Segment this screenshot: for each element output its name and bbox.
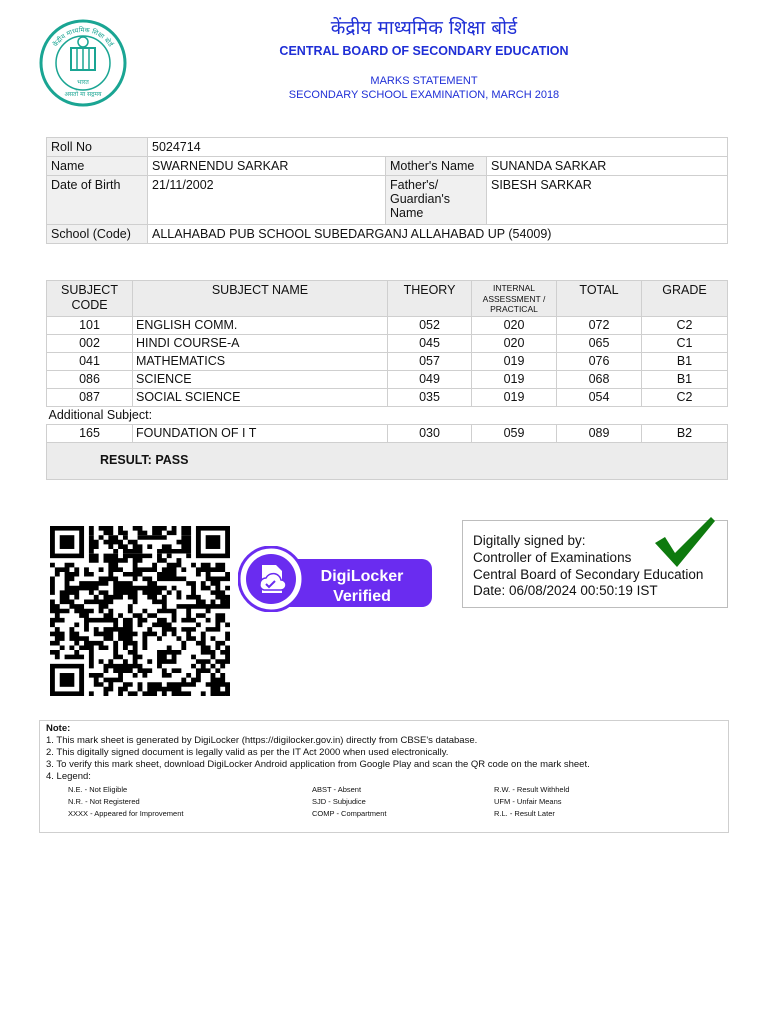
dob-label: Date of Birth <box>47 176 148 225</box>
table-row <box>47 334 728 352</box>
table-row <box>47 424 728 442</box>
logo-hindi-bottom: असतो मा सद्गमय <box>64 91 102 98</box>
subject-name: SOCIAL SCIENCE <box>133 388 388 406</box>
header-internal: INTERNAL ASSESSMENT / PRACTICAL <box>472 281 557 317</box>
header-subject-code: SUBJECT CODE <box>47 281 133 317</box>
note-line: 3. To verify this mark sheet, download DigiLocker Android application from Google Play and scan the QR code on the mark sheet. <box>46 759 590 770</box>
roll-label: Roll No <box>47 138 148 157</box>
legend-item: UFM - Unfair Means <box>494 797 562 806</box>
header-grade: GRADE <box>642 281 728 317</box>
school-value: ALLAHABAD PUB SCHOOL SUBEDARGANJ ALLAHABAD UP (54009) <box>148 225 728 244</box>
theory-marks: 035 <box>388 388 472 406</box>
note-line: 4. Legend: <box>46 771 91 782</box>
grade: B1 <box>642 352 728 370</box>
theory-marks: 045 <box>388 334 472 352</box>
header-theory: THEORY <box>388 281 472 317</box>
total-marks: 054 <box>557 388 642 406</box>
legend-item: XXXX - Appeared for Improvement <box>68 809 184 818</box>
internal-marks: 020 <box>472 316 557 334</box>
name-value: SWARNENDU SARKAR <box>148 157 386 176</box>
digital-signature-box <box>462 520 728 608</box>
student-info-table <box>46 137 728 244</box>
grade: B1 <box>642 370 728 388</box>
header-subject-name: SUBJECT NAME <box>133 281 388 317</box>
legend-item: R.L. - Result Later <box>494 809 555 818</box>
theory-marks: 049 <box>388 370 472 388</box>
note-line: 1. This mark sheet is generated by DigiLocker (https://digilocker.gov.in) directly from CBSE's database. <box>46 735 478 746</box>
dob-value: 21/11/2002 <box>148 176 386 225</box>
additional-subject-label: Additional Subject: <box>47 406 728 424</box>
signer-organization: Central Board of Secondary Education <box>473 567 704 582</box>
board-title-english: CENTRAL BOARD OF SECONDARY EDUCATION <box>279 44 569 58</box>
statement-title: MARKS STATEMENT <box>370 75 478 87</box>
notes-section <box>39 720 729 833</box>
roll-value: 5024714 <box>148 138 728 157</box>
notes-title: Note: <box>46 723 71 734</box>
legend-item: N.R. - Not Registered <box>68 797 140 806</box>
theory-marks: 030 <box>388 424 472 442</box>
total-marks: 089 <box>557 424 642 442</box>
internal-marks: 059 <box>472 424 557 442</box>
signed-by-label: Digitally signed by: <box>473 533 586 548</box>
legend-item: ABST - Absent <box>312 785 362 794</box>
mother-value: SUNANDA SARKAR <box>487 157 728 176</box>
signature-date: Date: 06/08/2024 00:50:19 IST <box>473 583 658 598</box>
legend-item: R.W. - Result Withheld <box>494 785 570 794</box>
logo-hindi-top: केंद्रीय माध्यमिक शिक्षा बोर्ड <box>51 25 115 49</box>
father-label: Father's/ Guardian's Name <box>386 176 487 225</box>
total-marks: 065 <box>557 334 642 352</box>
subject-code: 002 <box>47 334 133 352</box>
subject-name: FOUNDATION OF I T <box>133 424 388 442</box>
table-row <box>47 316 728 334</box>
subject-name: SCIENCE <box>133 370 388 388</box>
badge-line1: DigiLocker <box>320 568 404 585</box>
logo-hindi-mid: भारत <box>77 79 89 86</box>
subject-code: 165 <box>47 424 133 442</box>
legend-item: SJD - Subjudice <box>312 797 366 806</box>
digilocker-verified-badge <box>238 546 434 612</box>
subject-name: MATHEMATICS <box>133 352 388 370</box>
legend-item: COMP - Compartment <box>312 809 387 818</box>
grade: C2 <box>642 388 728 406</box>
exam-title: SECONDARY SCHOOL EXAMINATION, MARCH 2018 <box>288 89 560 101</box>
table-row <box>47 388 728 406</box>
table-row <box>47 370 728 388</box>
subject-name: ENGLISH COMM. <box>133 316 388 334</box>
grade: C1 <box>642 334 728 352</box>
marks-table <box>46 280 728 480</box>
table-row <box>47 352 728 370</box>
subject-name: HINDI COURSE-A <box>133 334 388 352</box>
total-marks: 068 <box>557 370 642 388</box>
name-label: Name <box>47 157 148 176</box>
signer-title: Controller of Examinations <box>473 550 632 565</box>
grade: C2 <box>642 316 728 334</box>
internal-marks: 019 <box>472 370 557 388</box>
result-text: RESULT: PASS <box>47 442 728 479</box>
father-value: SIBESH SARKAR <box>487 176 728 225</box>
checkmark-icon <box>653 515 717 571</box>
theory-marks: 052 <box>388 316 472 334</box>
grade: B2 <box>642 424 728 442</box>
header-total: TOTAL <box>557 281 642 317</box>
legend-item: N.E. - Not Eligible <box>68 785 128 794</box>
subject-code: 101 <box>47 316 133 334</box>
mother-label: Mother's Name <box>386 157 487 176</box>
internal-marks: 019 <box>472 388 557 406</box>
school-label: School (Code) <box>47 225 148 244</box>
badge-line2: Verified <box>333 588 391 605</box>
qr-code-icon <box>50 526 230 696</box>
note-line: 2. This digitally signed document is legally valid as per the IT Act 2000 when used electronically. <box>46 747 449 758</box>
board-title-hindi: केंद्रीय माध्यमिक शिक्षा बोर्ड <box>330 17 518 39</box>
subject-code: 086 <box>47 370 133 388</box>
subject-code: 087 <box>47 388 133 406</box>
internal-marks: 019 <box>472 352 557 370</box>
total-marks: 072 <box>557 316 642 334</box>
theory-marks: 057 <box>388 352 472 370</box>
internal-marks: 020 <box>472 334 557 352</box>
total-marks: 076 <box>557 352 642 370</box>
subject-code: 041 <box>47 352 133 370</box>
